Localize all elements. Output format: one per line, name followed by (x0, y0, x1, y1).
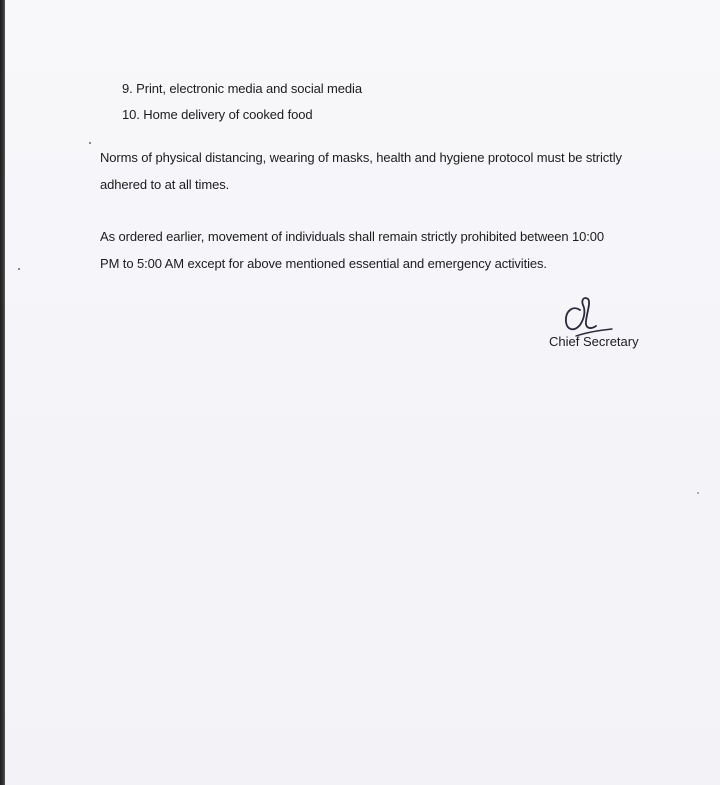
paragraph-curfew-line-1: As ordered earlier, movement of individuals shall remain strictly prohibited between 10:00 (100, 229, 605, 244)
list-item-text: Print, electronic media and social media (136, 81, 362, 96)
list-item-number: 10. (122, 107, 140, 122)
scan-speck (89, 142, 91, 144)
document-page (5, 0, 720, 785)
paragraph-curfew-line-2: PM to 5:00 AM except for above mentioned essential and emergency activities. (100, 256, 547, 271)
signatory-title: Chief Secretary (549, 334, 639, 349)
scan-speck (18, 268, 20, 270)
paragraph-distancing-line-1: Norms of physical distancing, wearing of masks, health and hygiene protocol must be strictly (100, 150, 622, 165)
list-item-text: Home delivery of cooked food (143, 107, 313, 122)
list-item-number: 9. (122, 81, 133, 96)
list-item-9 (122, 81, 362, 97)
scan-speck (697, 492, 699, 494)
list-item-10 (122, 107, 312, 123)
paragraph-distancing-line-2: adhered to at all times. (100, 177, 230, 192)
